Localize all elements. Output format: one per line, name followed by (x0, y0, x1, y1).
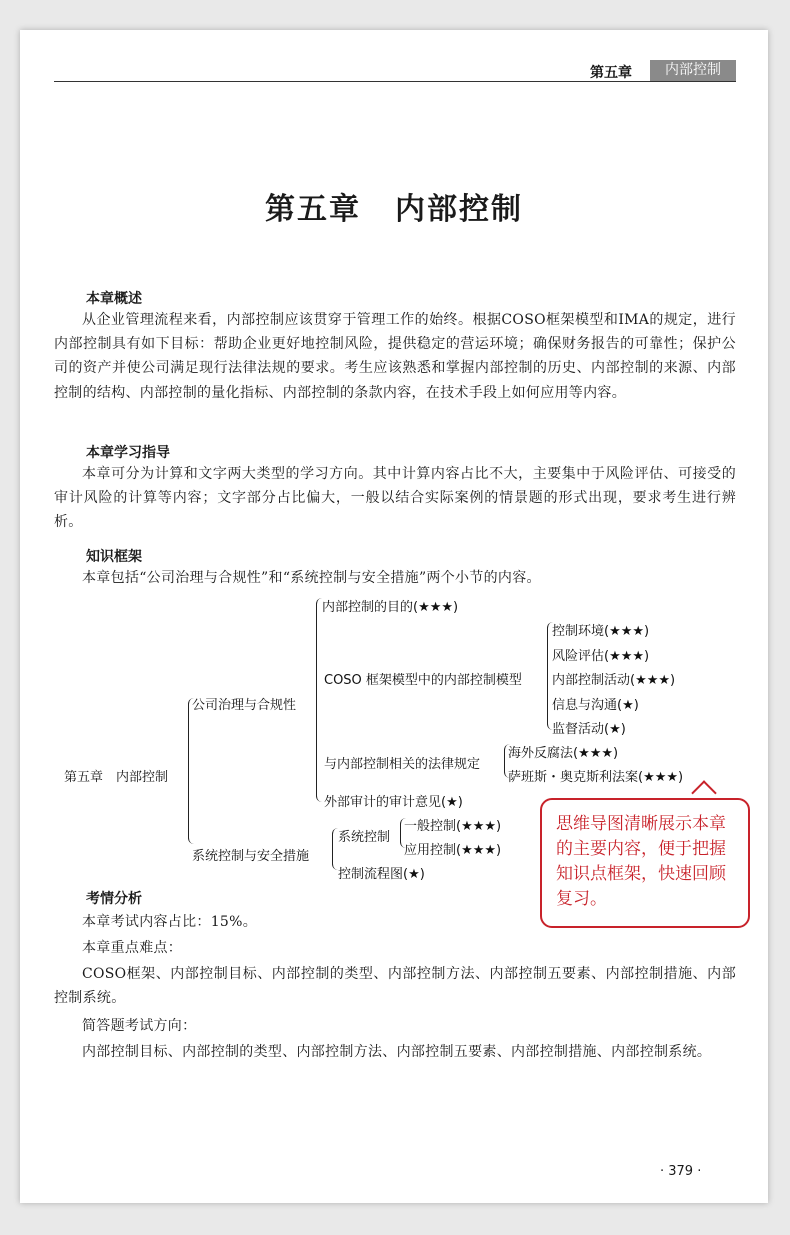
framework-text: 本章包括“公司治理与合规性”和“系统控制与安全措施”两个小节的内容。 (82, 570, 541, 586)
coso-item-2: 风险评估(★★★) (552, 649, 650, 664)
overview-heading: 本章概述 (86, 291, 142, 307)
chapter-number: 第五章 (265, 192, 361, 227)
coso-item-3: 内部控制活动(★★★) (552, 673, 676, 688)
chapter-title (20, 184, 768, 228)
analysis-keypoints-label: 本章重点难点： (82, 940, 183, 956)
chapter-name: 内部控制 (395, 192, 523, 227)
mindmap-branch-governance: 公司治理与合规性 (192, 698, 297, 713)
running-header-topic: 内部控制 (650, 60, 736, 81)
governance-brace (316, 598, 323, 802)
mindmap-sys-control: 系统控制 (338, 830, 391, 845)
analysis-heading: 考情分析 (86, 891, 142, 907)
guide-text: 本章可分为计算和文字两大类型的学习方向。其中计算内容占比不大，主要集中于风险评估、可接受的审计风险的计算等内容；文字部分占比偏大，一般以结合实际案例的情景题的形式出现，要求考生进行辨析。 (54, 466, 736, 531)
header-rule (54, 81, 736, 82)
overview-text: 从企业管理流程来看，内部控制应该贯穿于管理工作的始终。根据COSO框架模型和IMA的规定，进行内部控制具有如下目标：帮助企业更好地控制风险，提供稳定的营运环境；确保财务报告的可靠性；保护公司的资产并使公司满足现行法律法规的要求。考生应该熟悉和掌握内部控制的历史、内部控制的来源、内部控制的结构、内部控制的量化指标、内部控制的条款内容，在技术手段上如何应用等内容。 (54, 312, 736, 401)
framework-heading: 知识框架 (86, 549, 142, 565)
analysis-essay: 内部控制目标、内部控制的类型、内部控制方法、内部控制五要素、内部控制措施、内部控制系统。 (82, 1044, 712, 1060)
coso-item-1: 控制环境(★★★) (552, 624, 650, 639)
callout-note: 思维导图清晰展示本章的主要内容，便于把握知识点框架，快速回顾复习。 (540, 798, 750, 928)
mindmap-flowchart: 控制流程图(★) (338, 867, 425, 882)
mindmap-branch-system: 系统控制与安全措施 (192, 849, 310, 864)
guide-heading: 本章学习指导 (86, 445, 170, 461)
analysis-essay-label: 简答题考试方向： (82, 1018, 197, 1034)
mindmap-purpose: 内部控制的目的(★★★) (322, 600, 459, 615)
mindmap-audit: 外部审计的审计意见(★) (324, 795, 463, 810)
coso-item-4: 信息与沟通(★) (552, 698, 639, 713)
root-brace (188, 698, 195, 844)
page (20, 30, 768, 1203)
law-item-2: 萨班斯・奥克斯利法案(★★★) (508, 770, 684, 785)
analysis-keypoints: COSO框架、内部控制目标、内部控制的类型、内部控制方法、内部控制五要素、内部控制措施、内部控制系统。 (54, 966, 736, 1007)
analysis-ratio: 本章考试内容占比：15%。 (82, 914, 258, 930)
coso-item-5: 监督活动(★) (552, 722, 626, 737)
mindmap-law: 与内部控制相关的法律规定 (324, 757, 481, 772)
running-header-chapter: 第五章 (590, 65, 632, 81)
sys-item-2: 应用控制(★★★) (404, 843, 502, 858)
mindmap-root: 第五章 内部控制 (64, 770, 169, 785)
sys-item-1: 一般控制(★★★) (404, 819, 502, 834)
page-number: · 379 · (660, 1164, 702, 1179)
mindmap-coso: COSO 框架模型中的内部控制模型 (324, 673, 522, 688)
law-item-1: 海外反腐法(★★★) (508, 746, 619, 761)
